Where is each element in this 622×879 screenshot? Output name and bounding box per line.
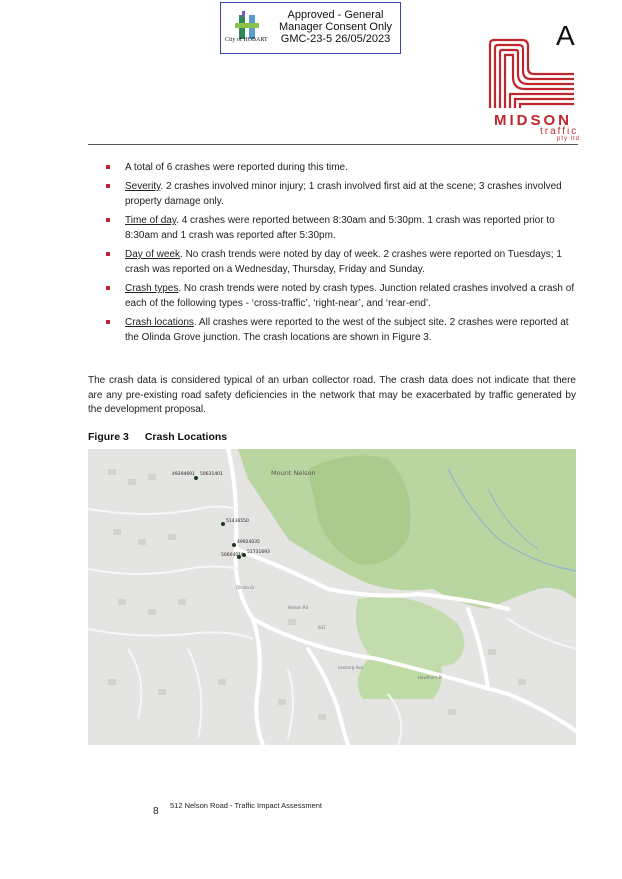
figure-label: Figure 3 [88, 431, 129, 443]
bullet-term: Crash locations [125, 317, 194, 328]
road-label: Lenborg Ave [338, 665, 363, 670]
list-item [106, 281, 576, 311]
crash-point-label: 50631401 [200, 472, 223, 477]
bullet-term: Crash types [125, 283, 179, 294]
bullet-text: . 2 crashes involved minor injury; 1 crash involved first aid at the scene; 3 crashes involved property damage only. [125, 181, 562, 207]
place-label: Mount Nelson [271, 469, 316, 477]
list-item [106, 179, 576, 209]
approval-stamp [220, 2, 401, 54]
crash-point-label: 50604019 [221, 553, 244, 558]
bullet-term: Day of week [125, 249, 181, 260]
figure-title: Crash Locations [144, 431, 228, 443]
list-item [106, 247, 576, 277]
page-number: 8 [153, 806, 159, 817]
annex-letter: A [556, 20, 575, 51]
bullet-icon [106, 320, 110, 324]
figure-caption [88, 431, 227, 443]
stamp-line-2: Manager Consent Only [278, 21, 393, 33]
body-paragraph: The crash data is considered typical of an urban collector road. The crash data does not indicate that there are any pre-existing road safety deficiencies in the network that may be exacerbated by traffic generated by the development proposal. [88, 375, 576, 415]
bullet-icon [106, 184, 110, 188]
crash-summary-list [106, 160, 576, 349]
city-of-hobart-logo [227, 9, 271, 49]
bullet-text: A total of 6 crashes were reported during this time. [125, 162, 348, 173]
footer-title: 512 Nelson Road - Traffic Impact Assessment [170, 801, 323, 810]
crash-point-label: 49294691 [172, 472, 195, 477]
stamp-line-1: Approved - General [287, 9, 384, 21]
road-label: Olinda Gr [236, 585, 255, 590]
crash-point-label: 51436550 [226, 519, 249, 524]
stamp-city-label: City of HOBART [225, 37, 268, 43]
crash-locations-map [88, 449, 576, 745]
list-item [106, 315, 576, 345]
brand-name: MIDSON [494, 112, 572, 129]
list-item [106, 213, 576, 243]
crash-point-marker [221, 522, 225, 526]
header-rule [88, 144, 578, 145]
crash-point-label: 51731693 [247, 550, 270, 555]
midson-logo-icon [486, 38, 578, 110]
brand-sub: traffic [540, 126, 579, 137]
road-label: Hawthorn Pl [418, 675, 443, 680]
brand-sub2: pty ltd [557, 136, 581, 142]
bullet-icon [106, 286, 110, 290]
crash-point-label: 49924035 [237, 540, 260, 545]
bullet-text: . 4 crashes were reported between 8:30am and 5:30pm. 1 crash was reported prior to 8:30am and 1 crash was reported after 5:30pm. [125, 215, 555, 241]
bullet-icon [106, 252, 110, 256]
bullet-text: . No crash trends were noted by crash types. Junction related crashes involved a crash of each of the following types - ‘cross-traffic’, ‘right-near’, and ‘rear-end’. [125, 283, 575, 309]
bullet-text: . All crashes were reported to the west of the subject site. 2 crashes were reported at the Olinda Grove junction. The crash locations are shown in Figure 3. [125, 317, 569, 343]
stamp-text [273, 9, 398, 45]
road-label: Nelson Rd [288, 605, 309, 610]
bullet-text: . No crash trends were noted by day of week. 2 crashes were reported on Tuesdays; 1 crash was reported on a Wednesday, Thursday, Friday and Sunday. [125, 249, 562, 275]
stamp-line-3: GMC-23-5 26/05/2023 [280, 33, 391, 45]
list-item [106, 160, 576, 175]
crash-point-marker [232, 543, 236, 547]
bullet-term: Severity [125, 181, 161, 192]
bullet-icon [106, 218, 110, 222]
road-label: B32 [318, 625, 326, 630]
bullet-term: Time of day [125, 215, 177, 226]
bullet-icon [106, 165, 110, 169]
